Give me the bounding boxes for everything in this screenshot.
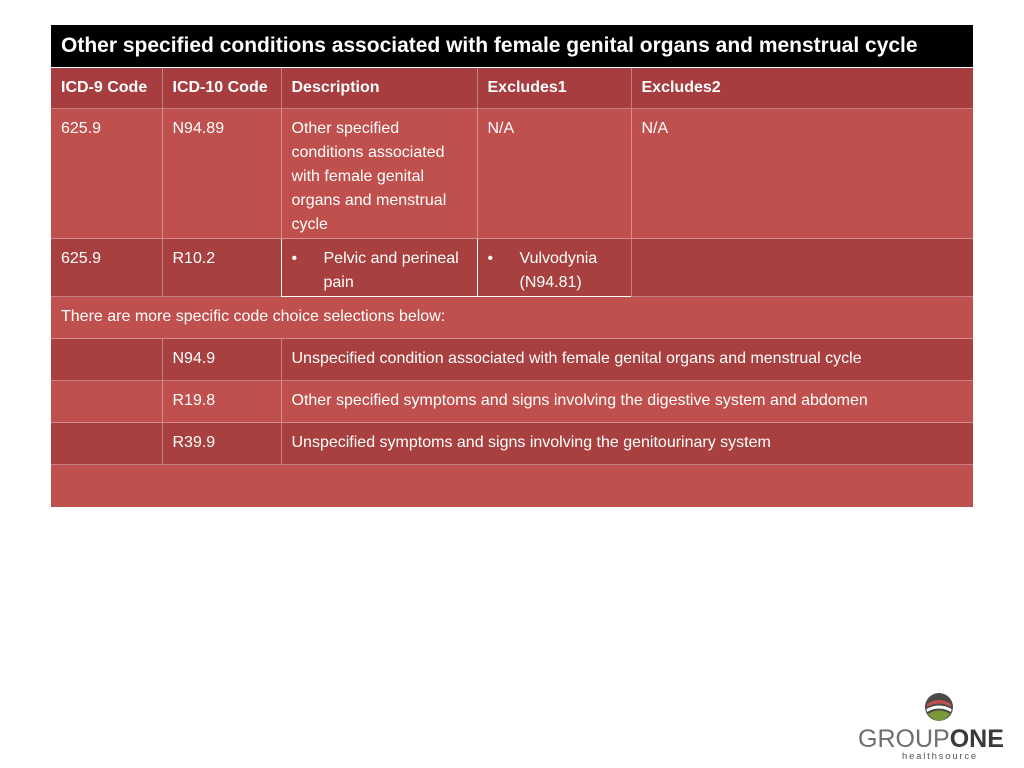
table-row: [51, 109, 973, 239]
icd9-code-cell: 625.9: [51, 109, 162, 239]
icd10-code-cell: R10.2: [162, 239, 281, 297]
description-cell: Other specified symptoms and signs involving the digestive system and abdomen: [281, 381, 973, 423]
empty-row: [51, 465, 973, 507]
excludes2-cell: N/A: [631, 109, 973, 239]
excludes1-cell: [477, 239, 631, 297]
description-cell: Other specified conditions associated with female genital organs and menstrual cycle: [281, 109, 477, 239]
description-cell: Unspecified condition associated with female genital organs and menstrual cycle: [281, 339, 973, 381]
header-excludes1: Excludes1: [477, 68, 631, 109]
table-row: [51, 381, 973, 423]
description-bullet-text: Pelvic and perineal pain: [323, 250, 459, 291]
slide-title: Other specified conditions associated with female genital organs and menstrual cycle: [51, 25, 973, 67]
icd9-code-cell: 625.9: [51, 239, 162, 297]
logo-subtitle: healthsource: [902, 751, 978, 762]
icd10-code-cell: R39.9: [162, 423, 281, 465]
note-row: [51, 297, 973, 339]
header-description: Description: [281, 68, 477, 109]
header-icd9-code: ICD-9 Code: [51, 68, 162, 109]
excludes1-cell: N/A: [477, 109, 631, 239]
logo-group-text: GROUP: [858, 725, 950, 753]
icd10-code-cell: N94.89: [162, 109, 281, 239]
header-excludes2: Excludes2: [631, 68, 973, 109]
bullet-marker: •: [487, 250, 494, 267]
header-icd10-code: ICD-10 Code: [162, 68, 281, 109]
icd9-code-cell: [51, 381, 162, 423]
icd9-code-cell: [51, 339, 162, 381]
groupone-logo: [858, 692, 1018, 762]
icd9-code-cell: [51, 423, 162, 465]
icd10-code-cell: R19.8: [162, 381, 281, 423]
logo-wordmark: [858, 725, 1004, 753]
icd-code-table: [51, 67, 973, 507]
empty-cell: [51, 465, 973, 507]
logo-one-text: ONE: [949, 725, 1004, 753]
table-header-row: [51, 68, 973, 109]
excludes1-bullet-text: Vulvodynia (N94.81): [519, 250, 598, 291]
table-row: [51, 423, 973, 465]
table-row: [51, 239, 973, 297]
bullet-marker: •: [291, 250, 298, 267]
excludes2-cell: [631, 239, 973, 297]
note-cell: There are more specific code choice selections below:: [51, 297, 973, 339]
description-cell: [281, 239, 477, 297]
table-row: [51, 339, 973, 381]
description-cell: Unspecified symptoms and signs involving the genitourinary system: [281, 423, 973, 465]
globe-icon: [924, 692, 954, 722]
icd10-code-cell: N94.9: [162, 339, 281, 381]
